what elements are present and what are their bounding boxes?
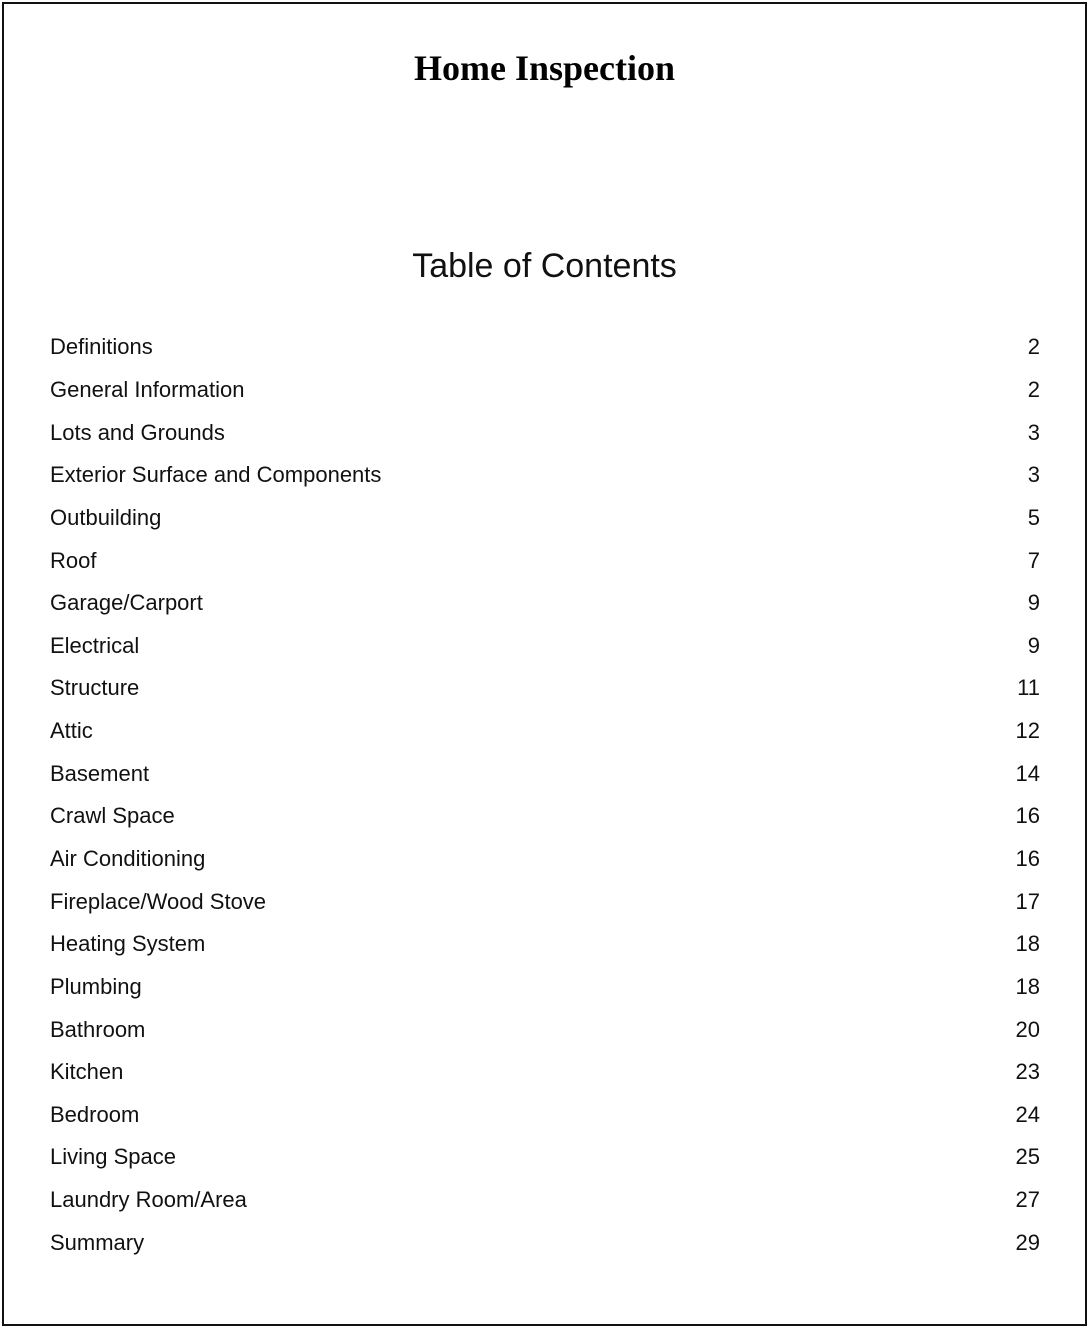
toc-entry-page: 9 <box>1027 632 1040 658</box>
toc-entry-basement[interactable] <box>50 752 1040 795</box>
toc-entry-electrical[interactable] <box>50 624 1040 667</box>
toc-entry-page: 18 <box>1015 931 1040 957</box>
toc-entry-page: 2 <box>1027 376 1040 402</box>
toc-entry-label: Laundry Room/Area <box>50 1187 247 1213</box>
toc-entry-definitions[interactable] <box>50 326 1040 369</box>
toc-entry-kitchen[interactable] <box>50 1051 1040 1094</box>
toc-entry-page: 29 <box>1015 1229 1040 1255</box>
toc-entry-page: 14 <box>1015 760 1040 786</box>
toc-entry-roof[interactable] <box>50 539 1040 582</box>
toc-entry-label: Outbuilding <box>50 504 162 530</box>
document-title: Home Inspection <box>414 48 675 88</box>
toc-entry-bathroom[interactable] <box>50 1008 1040 1051</box>
toc-entry-general-information[interactable] <box>50 369 1040 412</box>
toc-entry-label: Bathroom <box>50 1016 146 1042</box>
toc-entry-page: 16 <box>1015 846 1040 871</box>
toc-entry-label: Roof <box>50 547 97 573</box>
toc-entry-label: General Information <box>50 376 245 402</box>
toc-entry-attic[interactable] <box>50 710 1040 753</box>
toc-entry-label: Living Space <box>50 1144 176 1170</box>
toc-entry-label: Exterior Surface and Components <box>50 462 382 488</box>
toc-entry-living-space[interactable] <box>50 1136 1040 1179</box>
toc-entry-label: Attic <box>50 718 93 744</box>
toc-entry-page: 11 <box>1017 675 1040 701</box>
toc-entry-air-conditioning[interactable] <box>50 838 1040 881</box>
table-of-contents <box>50 326 1040 1264</box>
toc-entry-page: 3 <box>1027 462 1040 488</box>
toc-entry-label: Definitions <box>50 334 153 360</box>
toc-entry-crawl-space[interactable] <box>50 795 1040 838</box>
toc-entry-page: 12 <box>1015 718 1040 744</box>
toc-entry-laundry-room[interactable] <box>50 1179 1040 1222</box>
toc-entry-label: Fireplace/Wood Stove <box>50 888 267 914</box>
toc-entry-page: 7 <box>1027 547 1040 573</box>
toc-entry-label: Basement <box>50 760 150 786</box>
toc-entry-page: 27 <box>1015 1187 1040 1213</box>
toc-entry-summary[interactable] <box>50 1221 1040 1264</box>
toc-entry-label: Kitchen <box>50 1059 124 1085</box>
toc-entry-page: 5 <box>1027 504 1040 530</box>
toc-entry-page: 20 <box>1015 1016 1040 1042</box>
toc-entry-page: 2 <box>1027 334 1040 360</box>
toc-entry-page: 18 <box>1015 973 1040 999</box>
toc-entry-outbuilding[interactable] <box>50 497 1040 540</box>
toc-entry-page: 9 <box>1027 590 1040 616</box>
toc-entry-label: Lots and Grounds <box>50 419 225 445</box>
toc-entry-label: Bedroom <box>50 1101 140 1127</box>
toc-entry-page: 25 <box>1015 1144 1040 1170</box>
toc-entry-fireplace-wood-stove[interactable] <box>50 880 1040 923</box>
toc-entry-lots-and-grounds[interactable] <box>50 411 1040 454</box>
toc-entry-garage-carport[interactable] <box>50 582 1040 625</box>
toc-entry-label: Plumbing <box>50 973 142 999</box>
toc-entry-heating-system[interactable] <box>50 923 1040 966</box>
toc-entry-exterior-surface[interactable] <box>50 454 1040 497</box>
toc-entry-label: Garage/Carport <box>50 590 203 616</box>
toc-entry-label: Structure <box>50 675 140 701</box>
toc-entry-label: Electrical <box>50 632 140 658</box>
toc-entry-label: Heating System <box>50 931 206 957</box>
toc-entry-label: Crawl Space <box>50 803 175 829</box>
toc-entry-label: Air Conditioning <box>50 846 206 871</box>
toc-entry-plumbing[interactable] <box>50 966 1040 1009</box>
toc-entry-page: 16 <box>1015 803 1040 829</box>
toc-heading: Table of Contents <box>412 247 677 285</box>
document-page <box>2 2 1087 1326</box>
toc-entry-page: 17 <box>1015 888 1040 914</box>
toc-entry-page: 23 <box>1015 1059 1040 1085</box>
toc-entry-page: 3 <box>1027 419 1040 445</box>
toc-entry-label: Summary <box>50 1229 145 1255</box>
toc-entry-page: 24 <box>1015 1101 1040 1127</box>
toc-entry-structure[interactable] <box>50 667 1040 710</box>
toc-entry-bedroom[interactable] <box>50 1094 1040 1137</box>
